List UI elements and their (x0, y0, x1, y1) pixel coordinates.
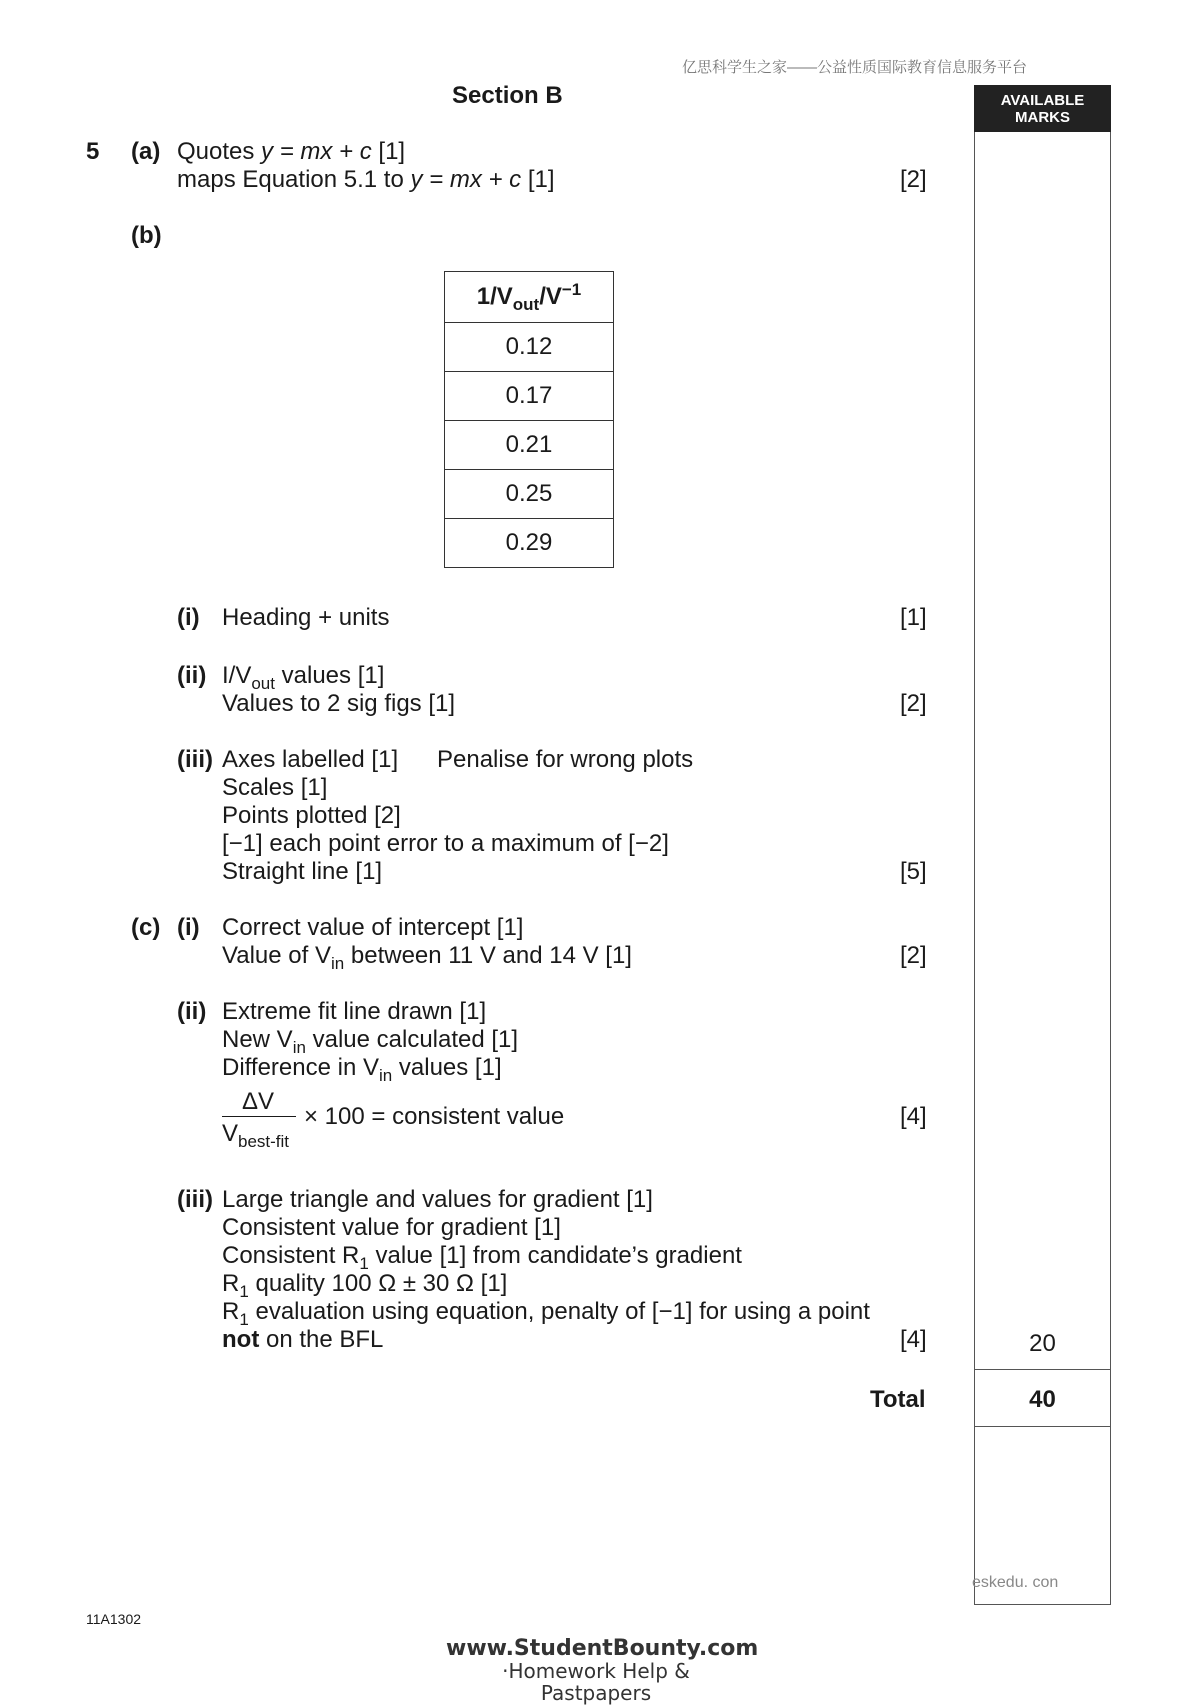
values-table (444, 271, 614, 568)
part-c-ii-line3: Difference in $V_{in}$ values [1] (222, 1054, 502, 1085)
part-a-marks: [2] (900, 166, 927, 193)
part-c-i-marks: [2] (900, 942, 927, 969)
part-b-iii-line4: [−1] each point error to a maximum of [−2] (222, 830, 669, 857)
side-watermark: eskedu. con (972, 1574, 1059, 1591)
part-b-ii-label: (ii) (177, 662, 207, 689)
top-watermark: 亿思科学生之家——公益性质国际教育信息服务平台 (682, 59, 1028, 76)
footer-url: www.StudentBounty.com (446, 1636, 759, 1661)
studentbounty-logo (446, 1636, 759, 1705)
part-b-iii-note: Penalise for wrong plots (437, 746, 694, 773)
available-marks-header: AVAILABLE MARKS (974, 85, 1111, 132)
part-b-ii-marks: [2] (900, 690, 927, 717)
part-c-ii-marks: [4] (900, 1103, 927, 1130)
table-row (445, 323, 614, 372)
part-c-iii-line1: Large triangle and values for gradient [1] (222, 1186, 653, 1213)
table-cell: 0.17 (445, 372, 614, 421)
table-cell: 0.29 (445, 519, 614, 568)
fraction-numerator: ΔV (242, 1088, 275, 1115)
part-a-label: (a) (131, 138, 161, 165)
part-b-iii-line1: Axes labelled [1] (222, 746, 399, 773)
part-c-iii-label: (iii) (177, 1186, 213, 1213)
total-marks-value: 40 (1029, 1386, 1056, 1413)
fraction-rest: × 100 = consistent value (304, 1103, 565, 1130)
part-b-i-text: Heading + units (222, 604, 390, 631)
part-c-iii-line4: $R_1$ quality 100 Ω ± 30 Ω [1] (222, 1270, 508, 1301)
part-b-iii-line3: Points plotted [2] (222, 802, 401, 829)
table-header: $1/V_{out}/V^{-1}$ (445, 272, 614, 323)
available-marks-column (974, 85, 1111, 1605)
part-c-iii-line6: not on the BFL (222, 1326, 384, 1353)
paper-code: 11A1302 (86, 1611, 142, 1627)
part-c-iii-line2: Consistent value for gradient [1] (222, 1214, 561, 1241)
table-cell: 0.12 (445, 323, 614, 372)
part-b-iii-line2: Scales [1] (222, 774, 328, 801)
part-c-ii-label: (ii) (177, 998, 207, 1025)
table-row (445, 470, 614, 519)
table-cell: 0.25 (445, 470, 614, 519)
part-c-iii-line5: $R_1$ evaluation using equation, penalty of [−1] for using a point (222, 1298, 870, 1329)
part-b-iii-label: (iii) (177, 746, 213, 773)
part-c-i-label: (i) (177, 914, 200, 941)
part-b-i-marks: [1] (900, 604, 927, 631)
available-marks-value: 20 (1029, 1330, 1056, 1357)
part-b-ii-line2: Values to 2 sig figs [1] (222, 690, 456, 717)
part-c-iii-marks: [4] (900, 1326, 927, 1353)
part-a-line2: maps Equation 5.1 to y = mx + c [1] (177, 166, 555, 193)
footer-tagline: ·Homework Help & Pastpapers (502, 1659, 690, 1705)
part-b-i-label: (i) (177, 604, 200, 631)
part-b-iii-marks: [5] (900, 858, 927, 885)
part-b-ii-line1: $I/V_{out}$ values [1] (222, 662, 385, 693)
section-title: Section B (452, 82, 563, 109)
total-label: Total (870, 1386, 926, 1413)
table-row (445, 421, 614, 470)
part-c-ii-line2: New $V_{in}$ value calculated [1] (222, 1026, 519, 1057)
question-number: 5 (86, 138, 100, 165)
fraction-bar (222, 1116, 296, 1117)
part-c-label: (c) (131, 914, 161, 941)
part-c-iii-line3: Consistent $R_1$ value [1] from candidate’s gradient (222, 1242, 742, 1273)
total-divider-bottom (974, 1426, 1111, 1427)
part-c-i-line1: Correct value of intercept [1] (222, 914, 524, 941)
part-a-line1: Quotes y = mx + c [1] (177, 138, 406, 165)
table-header-row (445, 272, 614, 323)
part-c-ii-line1: Extreme fit line drawn [1] (222, 998, 487, 1025)
part-b-label: (b) (131, 222, 162, 249)
total-divider-top (974, 1369, 1111, 1370)
part-c-i-line2: Value of $V_{in}$ between 11 V and 14 V [1] (222, 942, 632, 973)
fraction-denominator: $V_{best-fit}$ (222, 1120, 290, 1151)
table-row (445, 519, 614, 568)
part-b-iii-line5: Straight line [1] (222, 858, 383, 885)
table-row (445, 372, 614, 421)
table-cell: 0.21 (445, 421, 614, 470)
